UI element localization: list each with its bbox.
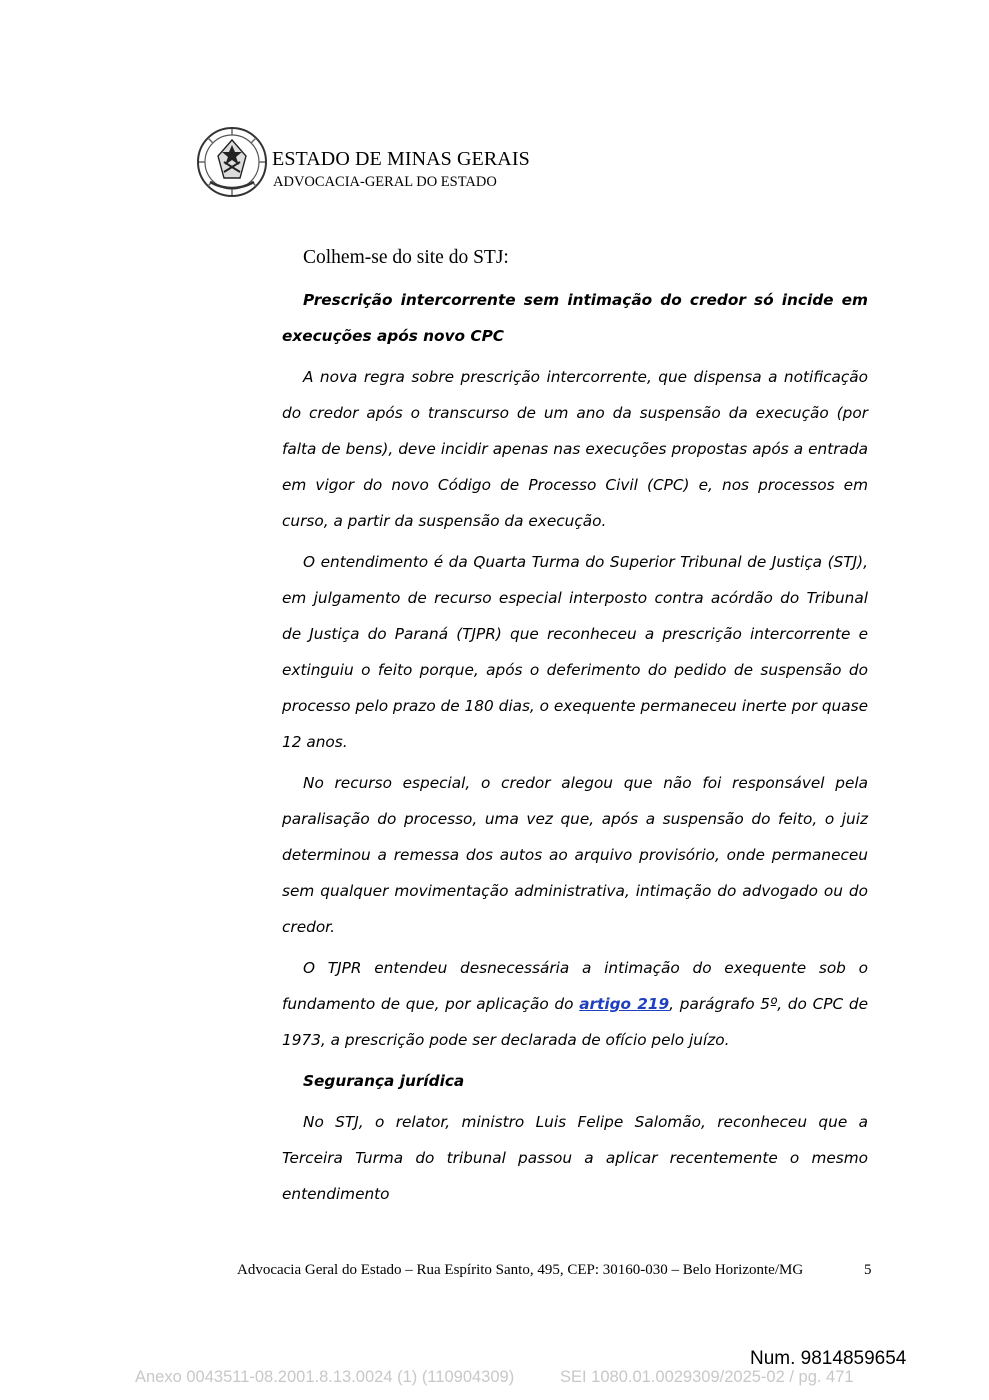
paragraph-4-end: , parágrafo 5º, do CPC de 1973, a prescrição pode ser declarada de ofício pelo juízo. <box>282 995 868 1049</box>
document-number: Num. 9814859654 <box>750 1348 907 1369</box>
paragraph-3: No recurso especial, o credor alegou que não foi responsável pela paralisação do processo, uma vez que, após a suspensão do feito, o juiz determinou a remessa dos autos ao arquivo provisório, onde permaneceu sem qualquer movimentação administrativa, intimação do advogado ou do credor. <box>282 774 868 936</box>
paragraph-5: No STJ, o relator, ministro Luis Felipe Salomão, reconheceu que a Terceira Turma do tribunal passou a aplicar recentemente o mesmo entendimento <box>282 1113 868 1203</box>
paragraph-4 <box>282 950 868 1058</box>
paragraph-2: O entendimento é da Quarta Turma do Superior Tribunal de Justiça (STJ), em julgamento de recurso especial interposto contra acórdão do Tribunal de Justiça do Paraná (TJPR) que reconheceu a prescrição intercorrente e extinguiu o feito porque, após o deferimento do pedido de suspensão do processo pelo prazo de 180 dias, o exequente permaneceu inerte por quase 12 anos. <box>282 553 868 751</box>
article-headline: Prescrição intercorrente sem intimação do credor só incide em execuções após novo CPC <box>282 291 868 345</box>
minas-gerais-coat-of-arms-icon <box>196 126 268 198</box>
header-subtitle: ADVOCACIA-GERAL DO ESTADO <box>273 174 497 190</box>
paragraph-4-start: O TJPR entendeu desnecessária a intimação do exequente sob o fundamento de que, por aplicação do <box>282 959 868 1013</box>
paragraph-1: A nova regra sobre prescrição intercorrente, que dispensa a notificação do credor após o transcurso de um ano da suspensão da execução (por falta de bens), deve incidir apenas nas execuções propostas após a entrada em vigor do novo Código de Processo Civil (CPC) e, nos processos em curso, a partir da suspensão da execução. <box>282 368 868 530</box>
annex-reference: Anexo 0043511-08.2001.8.13.0024 (1) (110904309) <box>135 1368 515 1386</box>
article-body <box>282 282 868 1217</box>
section-subheading: Segurança jurídica <box>303 1072 465 1090</box>
footer-address: Advocacia Geral do Estado – Rua Espírito Santo, 495, CEP: 30160-030 – Belo Horizonte/MG <box>237 1262 804 1278</box>
page-number: 5 <box>864 1262 872 1278</box>
sei-reference: SEI 1080.01.0029309/2025-02 / pg. 471 <box>560 1368 854 1386</box>
artigo-219-link[interactable]: artigo 219 <box>579 995 670 1013</box>
header-title: ESTADO DE MINAS GERAIS <box>272 148 530 170</box>
intro-text: Colhem-se do site do STJ: <box>303 247 509 268</box>
